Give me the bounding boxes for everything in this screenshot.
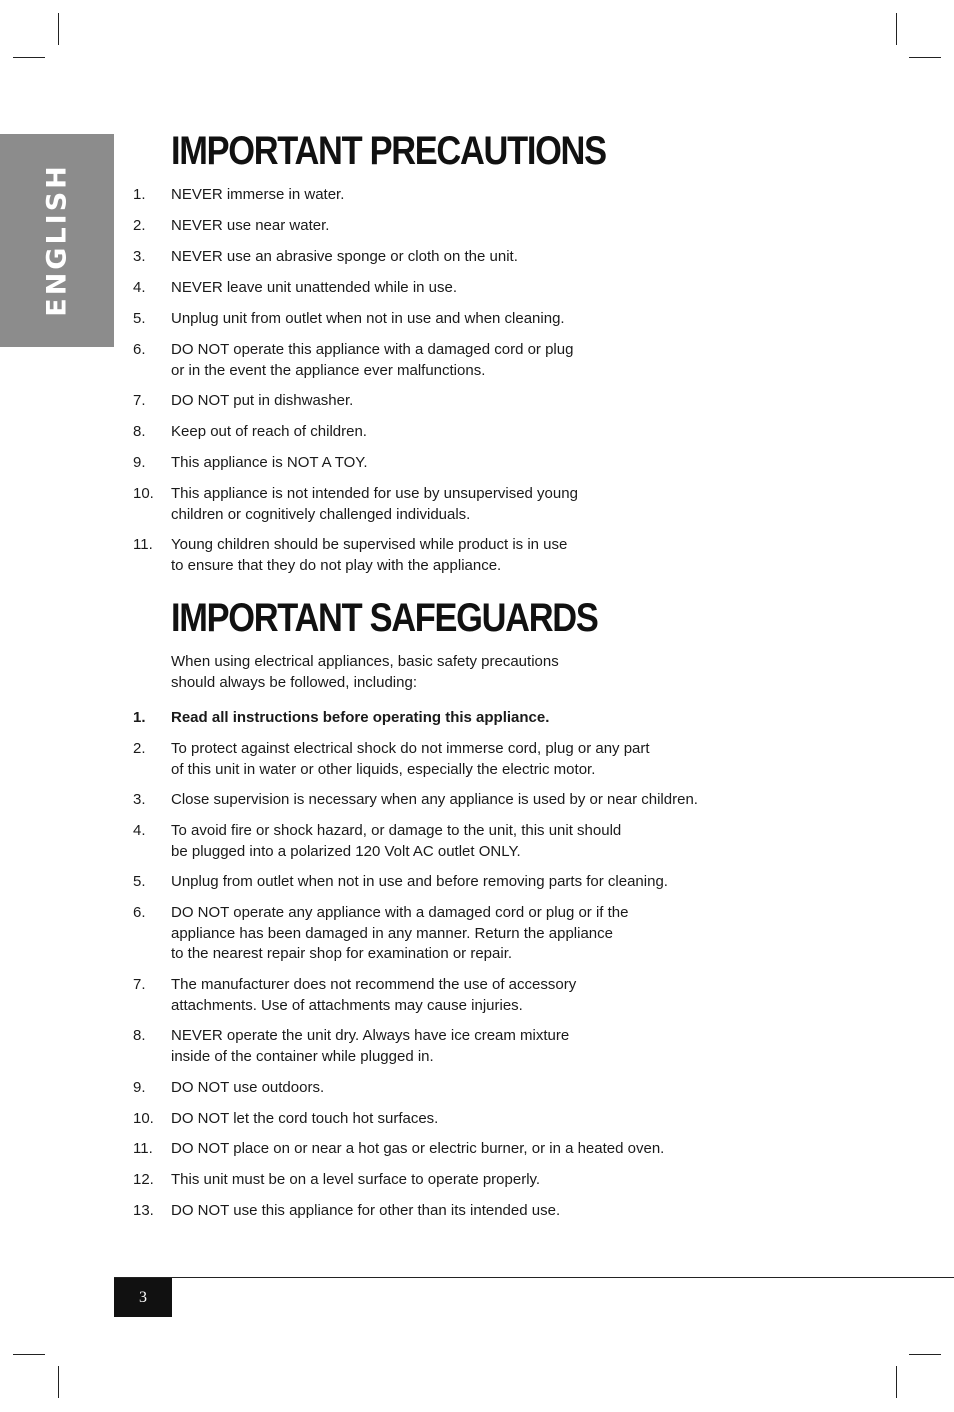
crop-mark (896, 13, 897, 45)
precaution-number: 6. (133, 341, 146, 358)
crop-mark (896, 1366, 897, 1398)
precautions-title: IMPORTANT PRECAUTIONS (171, 129, 606, 173)
safeguard-number: 3. (133, 791, 146, 808)
precaution-number: 7. (133, 392, 146, 409)
crop-mark (909, 1354, 941, 1355)
safeguard-text: Unplug from outlet when not in use and before removing parts for cleaning. (171, 873, 668, 890)
precaution-text: Unplug unit from outlet when not in use and when cleaning. (171, 310, 565, 327)
precaution-text: DO NOT put in dishwasher. (171, 392, 354, 409)
page-number: 3 (114, 1278, 172, 1317)
precaution-number: 9. (133, 454, 146, 471)
crop-mark (13, 57, 45, 58)
safeguard-text: Read all instructions before operating this appliance. (171, 709, 550, 726)
footer-rule (114, 1277, 954, 1278)
safeguard-number: 9. (133, 1079, 146, 1096)
language-tab-label: ENGLISH (41, 163, 73, 317)
safeguard-text: DO NOT place on or near a hot gas or electric burner, or in a heated oven. (171, 1140, 665, 1157)
safeguard-number: 2. (133, 740, 146, 757)
safeguard-number: 4. (133, 822, 146, 839)
safeguard-text: This unit must be on a level surface to operate properly. (171, 1171, 541, 1188)
precaution-number: 4. (133, 279, 146, 296)
safeguard-number: 10. (133, 1110, 154, 1127)
precaution-text: DO NOT operate this appliance with a damaged cord or plug or in the event the appliance ever malfunctions. (171, 341, 574, 379)
precaution-text: This appliance is NOT A TOY. (171, 454, 368, 471)
precaution-number: 2. (133, 217, 146, 234)
safeguards-intro: When using electrical appliances, basic safety precautions should always be followed, including: (171, 653, 559, 691)
crop-mark (58, 13, 59, 45)
safeguard-number: 5. (133, 873, 146, 890)
language-tab (0, 134, 114, 347)
safeguard-number: 1. (133, 709, 146, 726)
precaution-text: NEVER use an abrasive sponge or cloth on the unit. (171, 248, 518, 265)
precaution-number: 1. (133, 186, 146, 203)
precaution-text: Keep out of reach of children. (171, 423, 367, 440)
precaution-text: NEVER immerse in water. (171, 186, 345, 203)
precaution-text: NEVER leave unit unattended while in use. (171, 279, 458, 296)
safeguard-text: Close supervision is necessary when any appliance is used by or near children. (171, 791, 698, 808)
safeguard-text: DO NOT use outdoors. (171, 1079, 325, 1096)
precaution-number: 8. (133, 423, 146, 440)
safeguard-number: 11. (133, 1140, 153, 1157)
safeguard-text: DO NOT operate any appliance with a damaged cord or plug or if the appliance has been damaged in any manner. Return the appliance to the nearest repair shop for examination or repair. (171, 904, 629, 962)
precaution-text: Young children should be supervised while product is in use to ensure that they do not play with the appliance. (171, 536, 568, 574)
precaution-text: NEVER use near water. (171, 217, 330, 234)
precaution-number: 10. (133, 485, 154, 502)
safeguard-text: To protect against electrical shock do not immerse cord, plug or any part of this unit in water or other liquids, especially the electric motor. (171, 740, 650, 778)
precaution-number: 5. (133, 310, 146, 327)
crop-mark (58, 1366, 59, 1398)
crop-mark (909, 57, 941, 58)
precaution-text: This appliance is not intended for use by unsupervised young children or cognitively challenged individuals. (171, 485, 578, 523)
safeguard-text: DO NOT let the cord touch hot surfaces. (171, 1110, 439, 1127)
safeguard-number: 7. (133, 976, 146, 993)
safeguard-number: 13. (133, 1202, 154, 1219)
safeguard-number: 8. (133, 1027, 146, 1044)
safeguard-text: The manufacturer does not recommend the use of accessory attachments. Use of attachments may cause injuries. (171, 976, 577, 1014)
precaution-number: 11. (133, 536, 153, 553)
precaution-number: 3. (133, 248, 146, 265)
safeguard-text: NEVER operate the unit dry. Always have ice cream mixture inside of the container while plugged in. (171, 1027, 570, 1065)
safeguard-number: 6. (133, 904, 146, 921)
safeguard-text: To avoid fire or shock hazard, or damage to the unit, this unit should be plugged into a polarized 120 Volt AC outlet ONLY. (171, 822, 622, 860)
safeguard-text: DO NOT use this appliance for other than its intended use. (171, 1202, 561, 1219)
safeguard-number: 12. (133, 1171, 154, 1188)
crop-mark (13, 1354, 45, 1355)
safeguards-title: IMPORTANT SAFEGUARDS (171, 596, 598, 640)
